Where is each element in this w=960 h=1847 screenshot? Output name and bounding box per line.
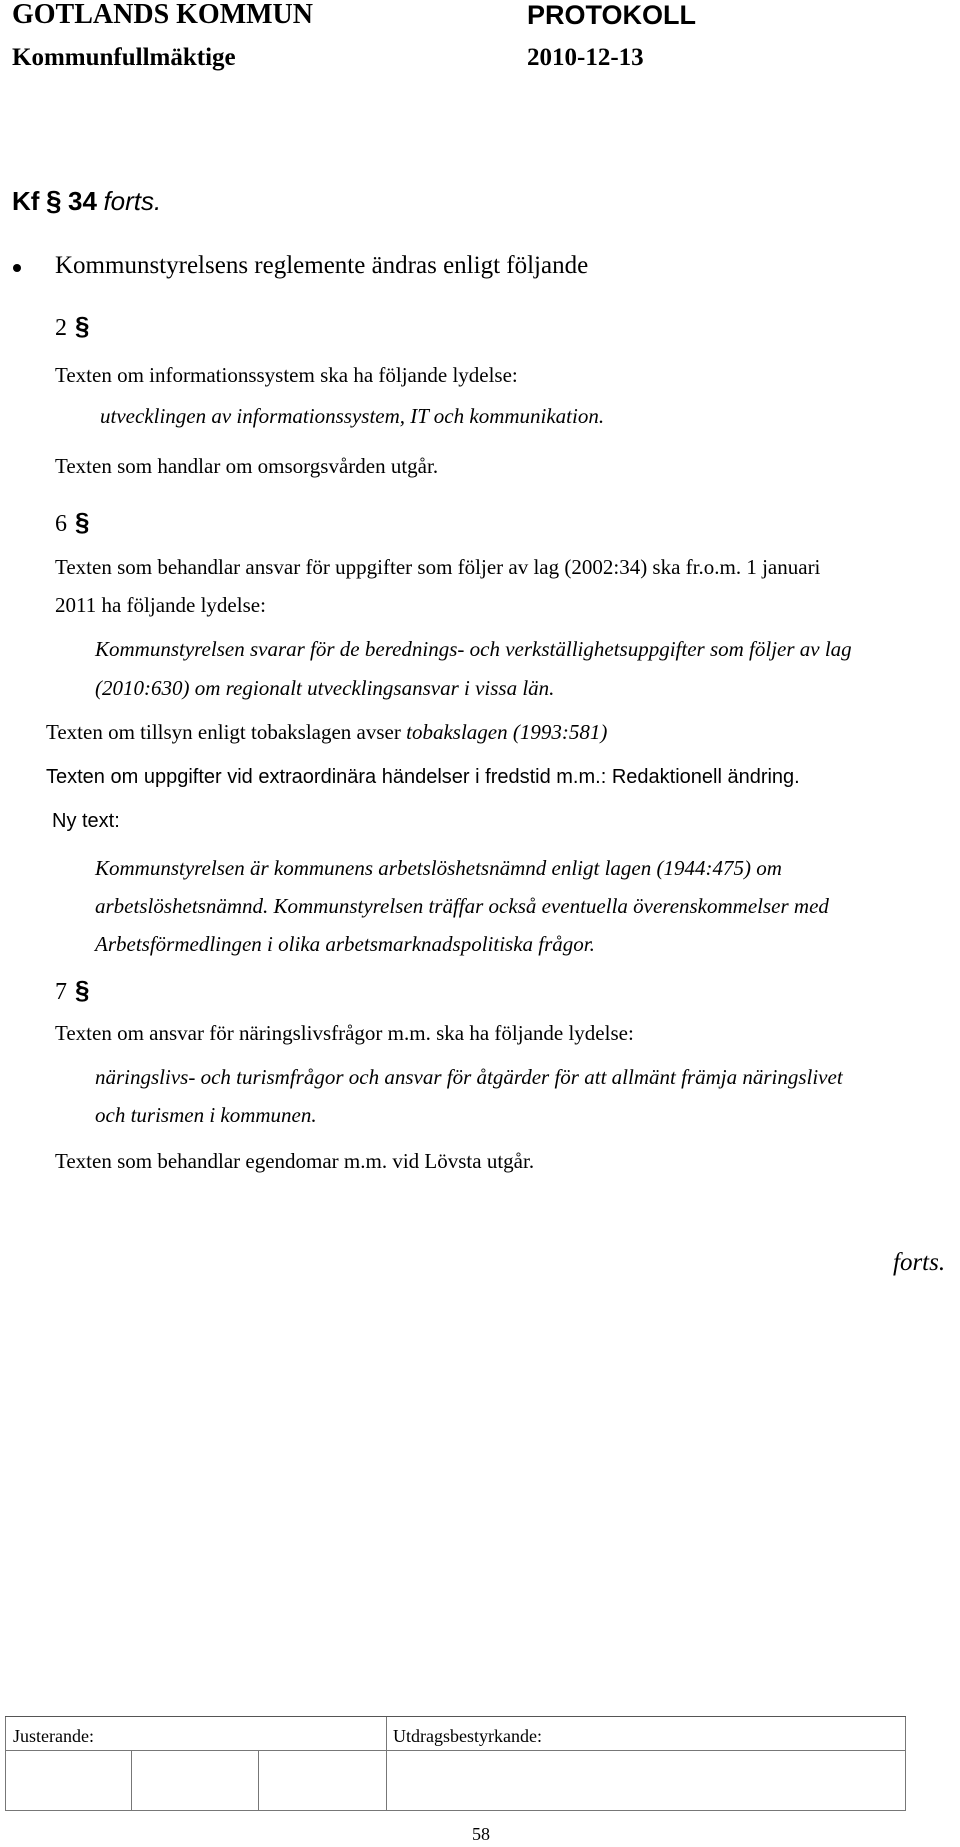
- signature-cell: [258, 1751, 387, 1811]
- tobak-law: tobakslagen (1993:581): [406, 720, 608, 744]
- paragraph-7-quote-a: näringslivs- och turismfrågor och ansvar för åtgärder för att allmänt främja näringslivet: [95, 1065, 843, 1089]
- paragraph-6-number: 6: [55, 511, 67, 537]
- paragraph-sign-icon: §: [75, 975, 90, 1005]
- paragraph-sign-icon: §: [75, 507, 90, 537]
- paragraph-6-ny-a: Kommunstyrelsen är kommunens arbetslöshetsnämnd enligt lagen (1944:475) om: [95, 856, 782, 880]
- paragraph-2-heading: [55, 312, 89, 342]
- bullet-text: Kommunstyrelsens reglemente ändras enligt följande: [55, 252, 589, 279]
- paragraph-2-number: 2: [55, 315, 67, 341]
- paragraph-6-line-1b: 2011 ha följande lydelse:: [55, 593, 266, 617]
- signature-cell: [131, 1751, 259, 1811]
- signature-table: [5, 1716, 906, 1811]
- section-forts: forts.: [103, 186, 162, 216]
- section-kf-prefix: Kf: [12, 186, 40, 216]
- bullet-icon: [13, 264, 21, 272]
- page-number: 58: [472, 1824, 490, 1844]
- paragraph-7-number: 7: [55, 979, 67, 1005]
- paragraph-6-extraordinary: Texten om uppgifter vid extraordinära händelser i fredstid m.m.: Redaktionell ändring.: [46, 766, 800, 788]
- paragraph-7-heading: [55, 976, 89, 1006]
- doc-type: PROTOKOLL: [527, 0, 697, 30]
- paragraph-2-line-2: Texten som handlar om omsorgsvården utgår.: [55, 454, 439, 478]
- paragraph-2-quote: utvecklingen av informationssystem, IT och kommunikation.: [100, 404, 605, 428]
- signature-cell: [5, 1751, 132, 1811]
- continued-label: forts.: [893, 1249, 946, 1276]
- utdragsbestyrkande-label: Utdragsbestyrkande:: [393, 1726, 542, 1746]
- org-name: GOTLANDS KOMMUN: [12, 0, 313, 30]
- signature-cell: [386, 1751, 906, 1811]
- paragraph-6-ny-b: arbetslöshetsnämnd. Kommunstyrelsen träffar också eventuella överenskommelser med: [95, 894, 829, 918]
- paragraph-6-tobak: [46, 719, 607, 745]
- paragraph-2-line-1: Texten om informationssystem ska ha följande lydelse:: [55, 363, 518, 387]
- justerande-label: Justerande:: [13, 1726, 94, 1746]
- paragraph-7-line-1: Texten om ansvar för näringslivsfrågor m.m. ska ha följande lydelse:: [55, 1021, 634, 1045]
- paragraph-6-quote-a: Kommunstyrelsen svarar för de berednings- och verkställighetsuppgifter som följer av lag: [95, 637, 852, 661]
- paragraph-6-ny-c: Arbetsförmedlingen i olika arbetsmarknadspolitiska frågor.: [95, 932, 595, 956]
- tobak-text: Texten om tillsyn enligt tobakslagen avser: [46, 720, 407, 744]
- paragraph-sign-icon: §: [75, 311, 90, 341]
- paragraph-6-quote-b: (2010:630) om regionalt utvecklingsansvar i vissa län.: [95, 676, 555, 700]
- section-number: 34: [68, 186, 97, 216]
- paragraph-7-line-2: Texten som behandlar egendomar m.m. vid Lövsta utgår.: [55, 1149, 535, 1173]
- section-heading: [12, 186, 161, 217]
- committee-name: Kommunfullmäktige: [12, 44, 236, 71]
- paragraph-6-ny-text-label: Ny text:: [52, 810, 120, 832]
- paragraph-6-line-1a: Texten som behandlar ansvar för uppgifter som följer av lag (2002:34) ska fr.o.m. 1 januari: [55, 555, 821, 579]
- paragraph-sign-icon: §: [45, 185, 62, 216]
- paragraph-7-quote-b: och turismen i kommunen.: [95, 1103, 317, 1127]
- paragraph-6-heading: [55, 508, 89, 538]
- meeting-date: 2010-12-13: [527, 44, 644, 71]
